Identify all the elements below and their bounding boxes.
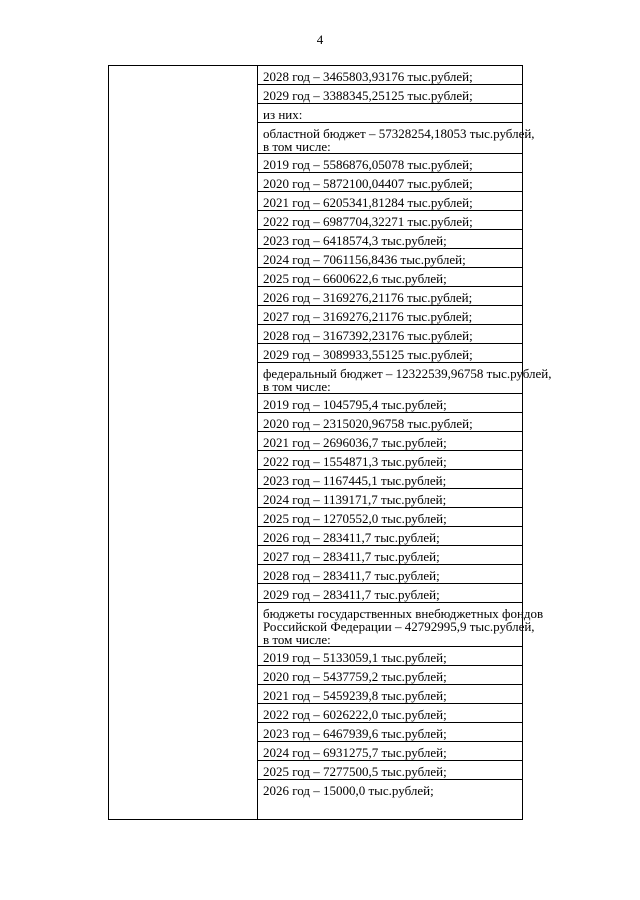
page-number: 4 — [316, 32, 324, 47]
table-row — [257, 666, 522, 685]
table-row — [257, 268, 522, 287]
table-row — [257, 508, 522, 527]
table-row — [257, 584, 522, 603]
table-row — [257, 470, 522, 489]
table-row — [257, 230, 522, 249]
table-row — [257, 363, 552, 394]
table-row — [257, 154, 522, 173]
row-text: 2019 год – 1045795,4 тыс.рублей; — [263, 397, 447, 412]
table-left-column — [109, 66, 258, 819]
row-text: Российской Федерации – 42792995,9 тыс.рублей, — [263, 619, 535, 634]
table-row — [257, 173, 522, 192]
row-text: 2020 год – 5872100,04407 тыс.рублей; — [263, 176, 473, 191]
row-text: 2021 год – 5459239,8 тыс.рублей; — [263, 688, 447, 703]
row-text: 2023 год – 1167445,1 тыс.рублей; — [263, 473, 447, 488]
table-row — [257, 413, 522, 432]
table-row — [257, 249, 522, 268]
row-text: 2020 год – 5437759,2 тыс.рублей; — [263, 669, 447, 684]
table-row — [257, 394, 522, 413]
row-text: 2024 год – 7061156,8436 тыс.рублей; — [263, 252, 466, 267]
table-row — [257, 780, 522, 799]
row-text: в том числе: — [263, 632, 331, 647]
row-text: федеральный бюджет – 12322539,96758 тыс.рублей, — [263, 366, 552, 381]
row-text: 2021 год – 2696036,7 тыс.рублей; — [263, 435, 447, 450]
row-text: 2026 год – 15000,0 тыс.рублей; — [263, 783, 434, 798]
table-row — [257, 704, 522, 723]
row-text: 2019 год – 5586876,05078 тыс.рублей; — [263, 157, 473, 172]
row-text: 2029 год – 3388345,25125 тыс.рублей; — [263, 88, 473, 103]
row-text: 2028 год – 3465803,93176 тыс.рублей; — [263, 69, 473, 84]
row-text: 2029 год – 283411,7 тыс.рублей; — [263, 587, 440, 602]
row-text: 2020 год – 2315020,96758 тыс.рублей; — [263, 416, 473, 431]
table-row — [257, 306, 522, 325]
row-text: 2024 год – 1139171,7 тыс.рублей; — [263, 492, 447, 507]
row-text: в том числе: — [263, 139, 331, 154]
row-text: из них: — [263, 107, 303, 122]
row-text: 2028 год – 283411,7 тыс.рублей; — [263, 568, 440, 583]
table-row — [257, 761, 522, 780]
table-row — [257, 104, 522, 123]
row-text: 2025 год – 6600622,6 тыс.рублей; — [263, 271, 447, 286]
row-text: бюджеты государственных внебюджетных фондов — [263, 606, 544, 621]
table-row — [257, 546, 522, 565]
table-row — [257, 85, 522, 104]
row-text: 2022 год – 6026222,0 тыс.рублей; — [263, 707, 447, 722]
row-text: 2028 год – 3167392,23176 тыс.рублей; — [263, 328, 473, 343]
table-row — [257, 742, 522, 761]
funding-table — [108, 65, 552, 820]
table-row — [257, 432, 522, 451]
table-row — [257, 685, 522, 704]
row-text: 2025 год – 7277500,5 тыс.рублей; — [263, 764, 447, 779]
table-row — [257, 723, 522, 742]
table-row — [257, 565, 522, 584]
table-row — [257, 287, 522, 306]
table-row — [257, 192, 522, 211]
row-text: 2023 год – 6418574,3 тыс.рублей; — [263, 233, 447, 248]
table-row — [257, 325, 522, 344]
row-text: 2021 год – 6205341,81284 тыс.рублей; — [263, 195, 473, 210]
row-text: областной бюджет – 57328254,18053 тыс.рублей, — [263, 126, 535, 141]
row-text: 2022 год – 6987704,32271 тыс.рублей; — [263, 214, 473, 229]
row-text: 2026 год – 3169276,21176 тыс.рублей; — [263, 290, 473, 305]
table-row — [257, 527, 522, 546]
table-row — [257, 66, 522, 85]
row-text: 2025 год – 1270552,0 тыс.рублей; — [263, 511, 447, 526]
row-text: 2027 год – 3169276,21176 тыс.рублей; — [263, 309, 473, 324]
row-text: 2026 год – 283411,7 тыс.рублей; — [263, 530, 440, 545]
table-row — [257, 344, 522, 363]
row-text: в том числе: — [263, 379, 331, 394]
row-text: 2024 год – 6931275,7 тыс.рублей; — [263, 745, 447, 760]
table-row — [257, 451, 522, 470]
row-text: 2023 год – 6467939,6 тыс.рублей; — [263, 726, 447, 741]
row-text: 2027 год – 283411,7 тыс.рублей; — [263, 549, 440, 564]
table-row — [257, 489, 522, 508]
row-text: 2029 год – 3089933,55125 тыс.рублей; — [263, 347, 473, 362]
row-text: 2019 год – 5133059,1 тыс.рублей; — [263, 650, 447, 665]
table-row — [257, 603, 544, 647]
row-text: 2022 год – 1554871,3 тыс.рублей; — [263, 454, 447, 469]
table-row — [257, 123, 535, 154]
table-right-column — [257, 66, 552, 799]
table-row — [257, 211, 522, 230]
table-row — [257, 647, 522, 666]
